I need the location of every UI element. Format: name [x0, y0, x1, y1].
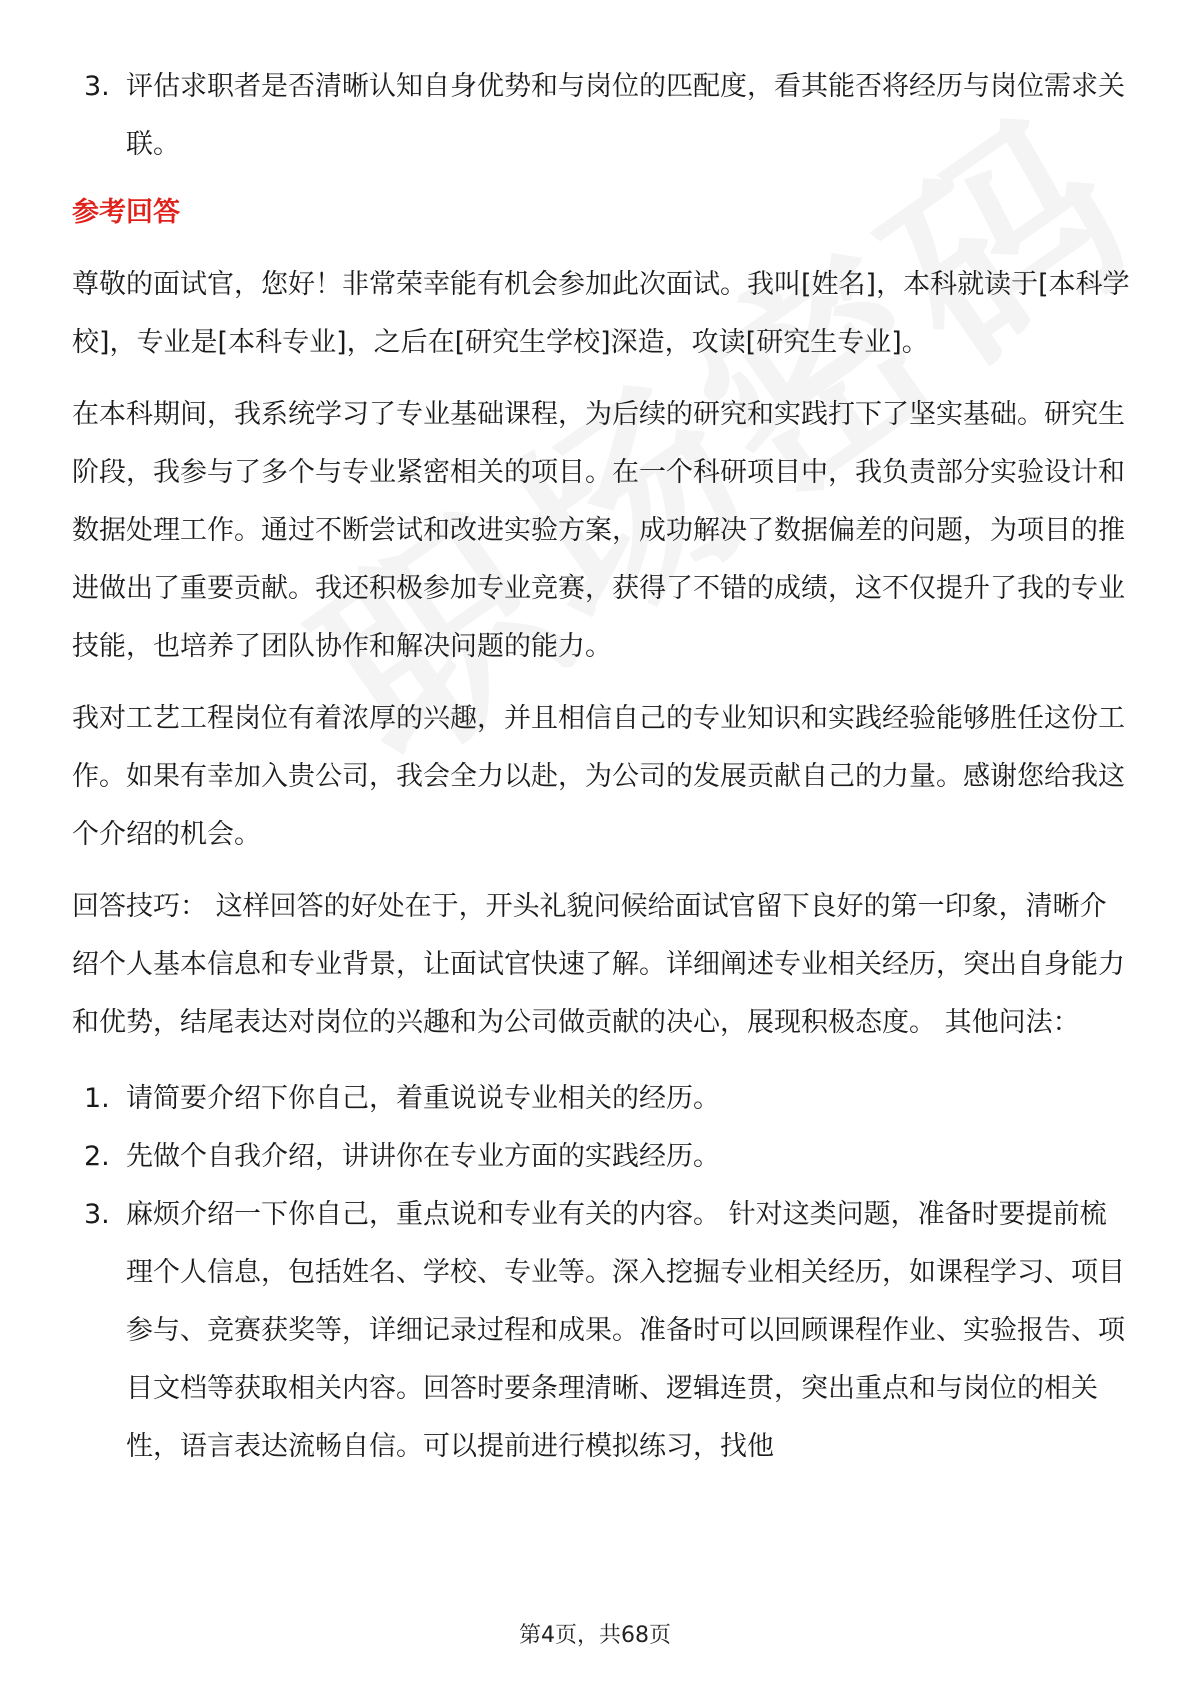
paragraph-motivation: 我对工艺工程岗位有着浓厚的兴趣，并且相信自己的专业知识和实践经验能够胜任这份工作。如果有幸加入贵公司，我会全力以赴，为公司的发展贡献自己的力量。感谢您给我这个介绍的机会。 — [72, 703, 1125, 850]
list-item — [72, 1128, 1132, 1186]
list-item — [72, 1070, 1132, 1128]
list-number: 3. — [84, 71, 110, 102]
criteria-list — [72, 58, 1132, 174]
list-text: 评估求职者是否清晰认知自身优势和与岗位的匹配度，看其能否将经历与岗位需求关联。 — [126, 71, 1125, 160]
list-item — [72, 1186, 1132, 1476]
list-item — [72, 58, 1132, 174]
list-text: 先做个自我介绍，讲讲你在专业方面的实践经历。 — [126, 1141, 720, 1172]
section-heading: 参考回答 — [72, 197, 180, 228]
paragraph-tips: 回答技巧： 这样回答的好处在于，开头礼貌问候给面试官留下良好的第一印象，清晰介绍个人基本信息和专业背景，让面试官快速了解。详细阐述专业相关经历，突出自身能力和优势，结尾表达对岗位的兴趣和为公司做贡献的决心，展现积极态度。 其他问法： — [72, 891, 1125, 1038]
list-text: 请简要介绍下你自己，着重说说专业相关的经历。 — [126, 1083, 720, 1114]
alternative-questions-list — [72, 1070, 1132, 1476]
page-number: 第4页，共68页 — [519, 1623, 671, 1648]
paragraph-experience: 在本科期间，我系统学习了专业基础课程，为后续的研究和实践打下了坚实基础。研究生阶段，我参与了多个与专业紧密相关的项目。在一个科研项目中，我负责部分实验设计和数据处理工作。通过不断尝试和改进实验方案，成功解决了数据偏差的问题，为项目的推进做出了重要贡献。我还积极参加专业竞赛，获得了不错的成绩，这不仅提升了我的专业技能，也培养了团队协作和解决问题的能力。 — [72, 399, 1125, 662]
list-number: 2. — [84, 1141, 110, 1172]
list-number: 3. — [84, 1199, 110, 1230]
list-text: 麻烦介绍一下你自己，重点说和专业有关的内容。 针对这类问题，准备时要提前梳理个人信息，包括姓名、学校、专业等。深入挖掘专业相关经历，如课程学习、项目参与、竞赛获奖等，详细记录过程和成果。准备时可以回顾课程作业、实验报告、项目文档等获取相关内容。回答时要条理清晰、逻辑连贯，突出重点和与岗位的相关性，语言表达流畅自信。可以提前进行模拟练习，找他 — [126, 1199, 1125, 1462]
paragraph-intro: 尊敬的面试官，您好！非常荣幸能有机会参加此次面试。我叫[姓名]，本科就读于[本科学校]，专业是[本科专业]，之后在[研究生学校]深造，攻读[研究生专业]。 — [72, 269, 1130, 358]
page-content — [72, 58, 1132, 1476]
list-number: 1. — [84, 1083, 110, 1114]
